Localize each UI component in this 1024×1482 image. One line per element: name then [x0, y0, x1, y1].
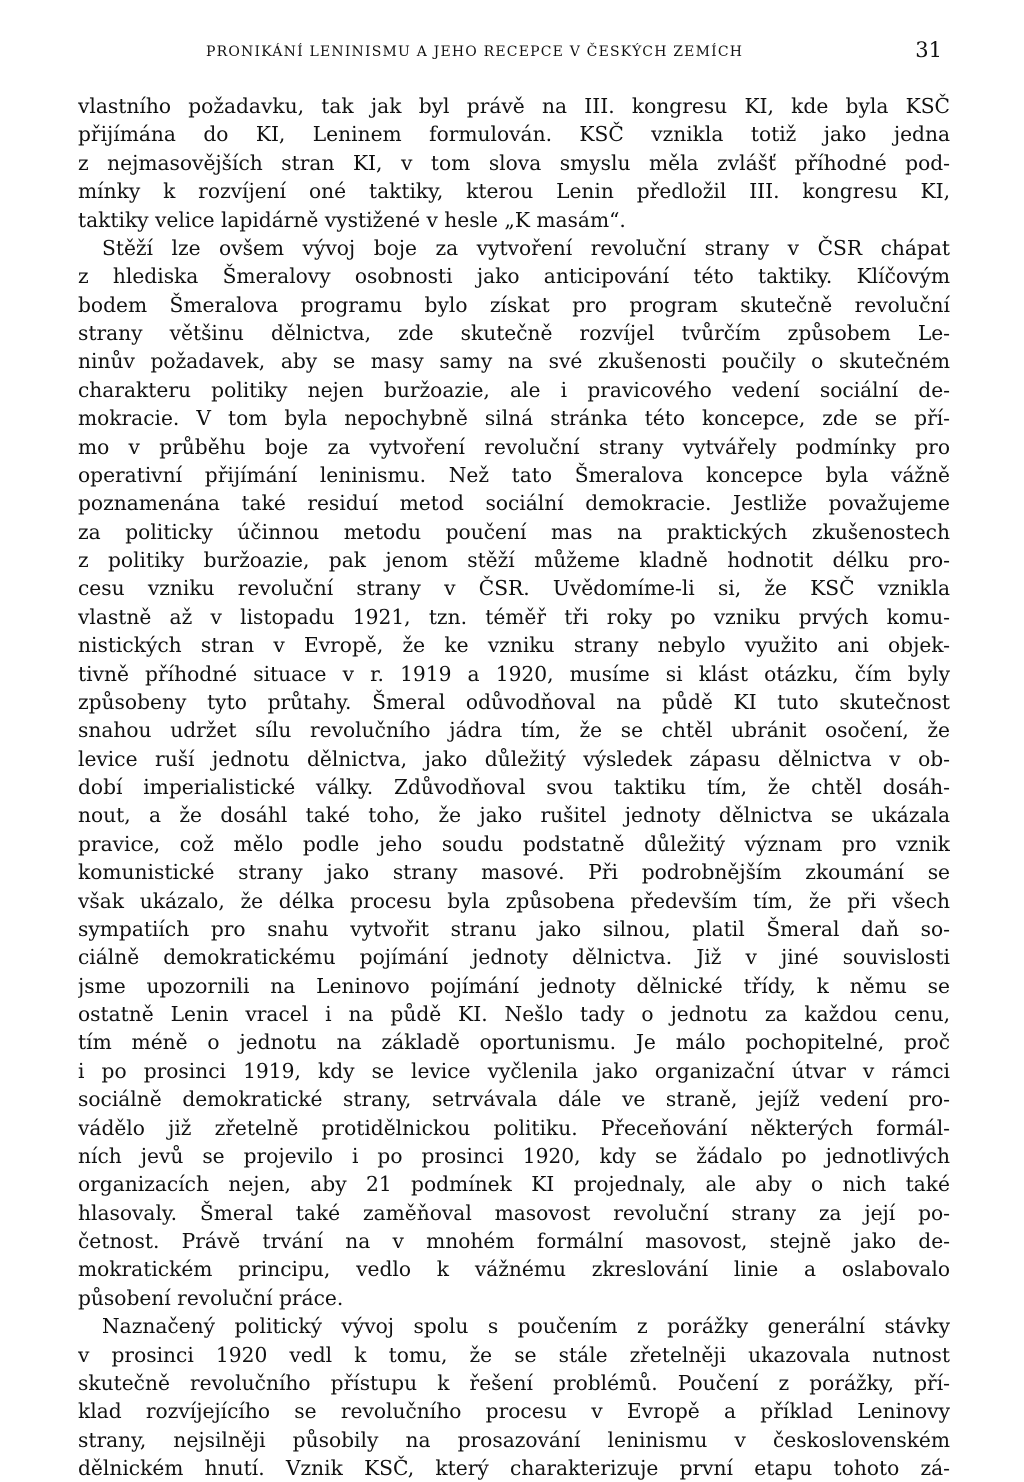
text-line: nout, a že dosáhl také toho, že jako rušitel jednoty dělnictva se ukázala [78, 803, 950, 828]
text-line: z politiky buržoazie, pak jenom stěží můžeme kladně hodnotit délku pro- [78, 548, 950, 572]
text-line: v prosinci 1920 vedl k tomu, že se stále zřetelněji ukazovala nutnost [78, 1342, 950, 1367]
text-line: z hlediska Šmeralovy osobnosti jako anticipování této taktiky. Klíčovým [78, 264, 950, 289]
text-line: skutečně revolučního přístupu k řešení problémů. Poučení z porážky, pří- [78, 1370, 950, 1395]
text-line: působení revoluční práce. [78, 1285, 344, 1310]
text-line: levice ruší jednotu dělnictva, jako důležitý výsledek zápasu dělnictva v ob- [78, 746, 950, 771]
text-line: bodem Šmeralova programu bylo získat pro program skutečně revoluční [78, 292, 950, 317]
text-line: organizacích nejen, aby 21 podmínek KI projednaly, ale aby o nich také [78, 1172, 950, 1197]
text-line: hlasovaly. Šmeral také zaměňoval masovost revoluční strany za její po- [78, 1200, 950, 1225]
text-line: však ukázalo, že délka procesu byla způsobena především tím, že při všech [78, 888, 950, 913]
text-line: mokracie. V tom byla nepochybně silná stránka této koncepce, zde se pří- [78, 406, 950, 431]
text-line: ních jevů se projevilo i po prosinci 1920, kdy se žádalo po jednotlivých [78, 1143, 950, 1168]
running-head [78, 36, 950, 66]
text-line: strany většinu dělnictva, zde skutečně rozvíjel tvůrčím způsobem Le- [78, 321, 950, 345]
text-line: sociálně demokratické strany, setrvávala dále ve straně, jejíž vedení pro- [78, 1087, 950, 1112]
text-line: mokratickém principu, vedlo k vážnému zkreslování linie a oslabovalo [78, 1257, 950, 1282]
text-line: ostatně Lenin vracel i na půdě KI. Nešlo tady o jednotu za každou cenu, [78, 1002, 950, 1026]
text-line: sympatiích pro snahu vytvořit stranu jako silnou, platil Šmeral daň so- [78, 916, 950, 941]
text-line: vádělo již zřetelně protidělnickou politiku. Přeceňování některých formál- [78, 1115, 950, 1140]
text-line: pravice, což mělo podle jeho soudu podstatně důležitý význam pro vznik [78, 831, 950, 856]
text-line: Stěží lze ovšem vývoj boje za vytvoření revoluční strany v ČSR chápat [102, 235, 950, 260]
page-number: 31 [915, 38, 942, 62]
book-page [78, 36, 950, 1482]
text-line: komunistické strany jako strany masové. Při podrobnějším zkoumání se [78, 860, 950, 885]
text-line: klad rozvíjejícího se revolučního procesu v Evropě a příklad Leninovy [78, 1399, 950, 1424]
text-line: ciálně demokratickému pojímání jednoty dělnictva. Již v jiné souvislosti [78, 945, 950, 970]
text-line: způsobeny tyto průtahy. Šmeral odůvodňoval na půdě KI tuto skutečnost [78, 689, 950, 714]
text-line: mo v průběhu boje za vytvoření revoluční strany vytvářely podmínky pro [78, 434, 950, 459]
text-line: dělnickém hnutí. Vznik KSČ, který charakterizuje první etapu tohoto zá- [78, 1456, 950, 1480]
text-line: strany, nejsilněji působily na prosazování leninismu v československém [78, 1427, 950, 1452]
text-line: přijímána do KI, Leninem formulován. KSČ vznikla totiž jako jedna [78, 122, 950, 147]
text-line: ninův požadavek, aby se masy samy na své zkušenosti poučily o skutečném [78, 349, 950, 374]
text-line: z nejmasovějších stran KI, v tom slova smyslu měla zvlášť příhodné pod- [78, 150, 950, 175]
text-line: tím méně o jednotu na základě oportunismu. Je málo pochopitelné, proč [78, 1030, 950, 1055]
text-line: jsme upozornili na Leninovo pojímání jednoty dělnické třídy, k němu se [78, 973, 950, 998]
text-line: poznamenána také residuí metod sociální demokracie. Jestliže považujeme [78, 491, 950, 516]
text-line: za politicky účinnou metodu poučení mas na praktických zkušenostech [78, 519, 950, 544]
text-line: četnost. Právě trvání na v mnohém formální masovost, stejně jako de- [78, 1229, 950, 1253]
running-title: PRONIKÁNÍ LENINISMU A JEHO RECEPCE V ČESKÝCH ZEMÍCH [206, 44, 744, 60]
text-line: taktiky velice lapidárně vystižené v hesle „K masám“. [78, 207, 626, 232]
text-line: vlastně až v listopadu 1921, tzn. téměř tři roky po vzniku prvých komu- [78, 604, 950, 629]
text-line: cesu vzniku revoluční strany v ČSR. Uvědomíme-li si, že KSČ vznikla [78, 576, 950, 601]
text-line: nistických stran v Evropě, že ke vzniku strany nebylo využito ani objek- [78, 633, 950, 658]
text-line: i po prosinci 1919, kdy se levice vyčlenila jako organizační útvar v rámci [78, 1058, 950, 1083]
text-line: snahou udržet sílu revolučního jádra tím, že se chtěl ubránit osočení, že [78, 718, 950, 743]
text-line: mínky k rozvíjení oné taktiky, kterou Lenin předložil III. kongresu KI, [78, 179, 950, 204]
text-line: dobí imperialistické války. Zdůvodňoval svou taktiku tím, že chtěl dosáh- [78, 775, 950, 799]
body-text [78, 92, 950, 1482]
text-line: charakteru politiky nejen buržoazie, ale i pravicového vedení sociální de- [78, 377, 950, 402]
text-line: tivně příhodné situace v r. 1919 a 1920, musíme si klást otázku, čím byly [78, 661, 950, 686]
text-line: operativní přijímání leninismu. Než tato Šmeralova koncepce byla vážně [78, 462, 950, 487]
text-line: vlastního požadavku, tak jak byl právě na III. kongresu KI, kde byla KSČ [78, 94, 950, 118]
text-line: Naznačený politický vývoj spolu s poučením z porážky generální stávky [102, 1314, 950, 1339]
